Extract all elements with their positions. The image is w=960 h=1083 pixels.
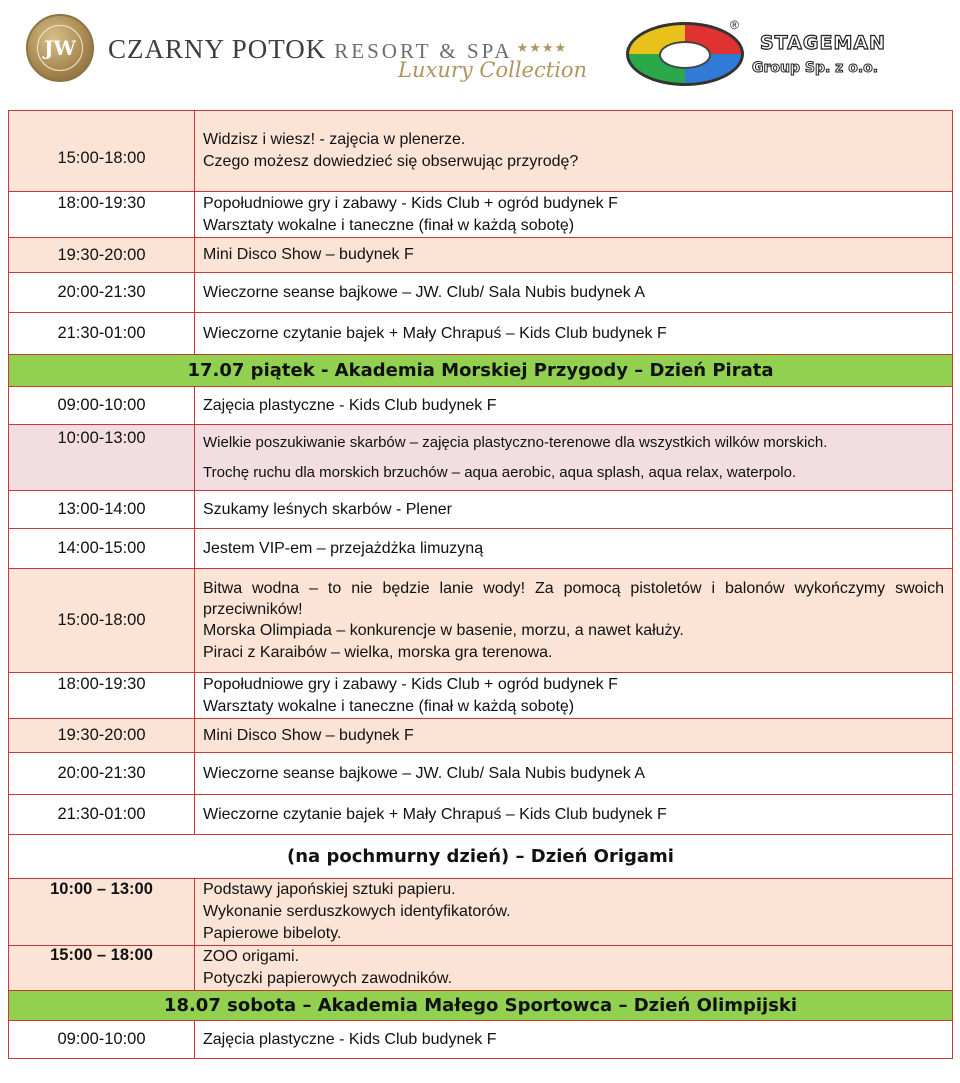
jw-seal-inner: JW — [37, 25, 83, 71]
activity-line: Wykonanie serduszkowych identyfikatorów. — [203, 903, 511, 920]
day-heading: 17.07 piątek - Akademia Morskiej Przygody – Dzień Pirata — [9, 355, 953, 387]
activity-cell: Wieczorne czytanie bajek + Mały Chrapuś – Kids Club budynek F — [195, 313, 953, 355]
activity-cell: Jestem VIP-em – przejażdżka limuzyną — [195, 529, 953, 569]
resort-stars: ★★★★ — [516, 40, 568, 55]
activity-line: ZOO origami. — [203, 948, 300, 965]
time-cell: 14:00-15:00 — [9, 529, 195, 569]
table-row — [9, 273, 953, 313]
day-header-row — [9, 355, 953, 387]
activity-line: Widzisz i wiesz! - zajęcia w plenerze. — [203, 131, 466, 148]
table-row — [9, 1021, 953, 1059]
day-header-row — [9, 835, 953, 879]
table-row — [9, 111, 953, 192]
table-row — [9, 753, 953, 795]
stageman-ring-logo — [626, 22, 744, 86]
time-cell: 09:00-10:00 — [9, 1021, 195, 1059]
activity-cell — [195, 946, 953, 991]
activity-line: Wielkie poszukiwanie skarbów – zajęcia plastyczno-terenowe dla wszystkich wilków morskich. — [203, 433, 828, 451]
table-row — [9, 491, 953, 529]
time-cell: 15:00 – 18:00 — [9, 946, 195, 991]
time-cell: 15:00-18:00 — [9, 111, 195, 192]
resort-suffix: RESORT & SPA — [334, 39, 513, 63]
table-row — [9, 719, 953, 753]
table-row — [9, 529, 953, 569]
activity-cell — [195, 879, 953, 946]
time-cell: 09:00-10:00 — [9, 387, 195, 425]
activity-line: Popołudniowe gry i zabawy - Kids Club + ogród budynek F — [203, 675, 618, 693]
table-row — [9, 946, 953, 991]
stageman-ring-hole — [659, 41, 711, 69]
activity-cell — [195, 425, 953, 491]
registered-mark: ® — [730, 18, 739, 32]
table-row — [9, 795, 953, 835]
resort-name: CZARNY POTOK — [108, 34, 327, 64]
activity-cell — [195, 569, 953, 673]
activity-line: Popołudniowe gry i zabawy - Kids Club + ogród budynek F — [203, 194, 618, 212]
activity-cell: Wieczorne czytanie bajek + Mały Chrapuś – Kids Club budynek F — [195, 795, 953, 835]
activity-cell: Zajęcia plastyczne - Kids Club budynek F — [195, 1021, 953, 1059]
day-heading: 18.07 sobota – Akademia Małego Sportowca – Dzień Olimpijski — [9, 991, 953, 1021]
time-cell: 21:30-01:00 — [9, 313, 195, 355]
table-row — [9, 673, 953, 719]
table-row — [9, 238, 953, 273]
time-cell: 18:00-19:30 — [9, 673, 195, 719]
time-cell: 10:00 – 13:00 — [9, 879, 195, 946]
luxury-collection-label: Luxury Collection — [398, 58, 588, 82]
time-cell: 18:00-19:30 — [9, 192, 195, 238]
table-row — [9, 313, 953, 355]
document-header — [0, 0, 960, 108]
activity-cell — [195, 192, 953, 238]
activity-line: Warsztaty wokalne i taneczne (finał w każdą sobotę) — [203, 697, 575, 715]
schedule-table — [8, 110, 953, 1059]
time-cell: 10:00-13:00 — [9, 425, 195, 491]
table-row — [9, 192, 953, 238]
time-cell: 20:00-21:30 — [9, 273, 195, 313]
table-row — [9, 569, 953, 673]
partner-subtitle: Group Sp. z o.o. — [752, 60, 879, 76]
activity-cell: Zajęcia plastyczne - Kids Club budynek F — [195, 387, 953, 425]
activity-line: Morska Olimpiada – konkurencje w basenie, morzu, a nawet kałuży. — [203, 621, 684, 639]
activity-line: Papierowe bibeloty. — [203, 925, 342, 942]
activity-cell — [195, 673, 953, 719]
time-cell: 15:00-18:00 — [9, 569, 195, 673]
day-header-row — [9, 991, 953, 1021]
activity-cell: Szukamy leśnych skarbów - Plener — [195, 491, 953, 529]
activity-cell: Wieczorne seanse bajkowe – JW. Club/ Sala Nubis budynek A — [195, 753, 953, 795]
time-cell: 13:00-14:00 — [9, 491, 195, 529]
day-heading: (na pochmurny dzień) – Dzień Origami — [9, 835, 953, 879]
activity-cell: Mini Disco Show – budynek F — [195, 719, 953, 753]
jw-hotels-seal-logo — [26, 14, 94, 82]
table-row — [9, 387, 953, 425]
activity-line: Czego możesz dowiedzieć się obserwując przyrodę? — [203, 153, 579, 170]
table-row — [9, 879, 953, 946]
table-row — [9, 425, 953, 491]
activity-line: Trochę ruchu dla morskich brzuchów – aqua aerobic, aqua splash, aqua relax, waterpolo. — [203, 463, 797, 481]
activity-line: Warsztaty wokalne i taneczne (finał w każdą sobotę) — [203, 216, 575, 234]
activity-cell — [195, 111, 953, 192]
partner-name: STAGEMAN — [760, 32, 886, 54]
activity-cell: Mini Disco Show – budynek F — [195, 238, 953, 273]
time-cell: 19:30-20:00 — [9, 719, 195, 753]
activity-line: Potyczki papierowych zawodników. — [203, 970, 453, 987]
activity-line: Piraci z Karaibów – wielka, morska gra terenowa. — [203, 643, 553, 661]
activity-line: Bitwa wodna – to nie będzie lanie wody! Za pomocą pistoletów i balonów wykończymy swoich przeciwników! — [203, 579, 944, 618]
activity-line: Podstawy japońskiej sztuki papieru. — [203, 881, 456, 898]
time-cell: 19:30-20:00 — [9, 238, 195, 273]
time-cell: 20:00-21:30 — [9, 753, 195, 795]
activity-cell: Wieczorne seanse bajkowe – JW. Club/ Sala Nubis budynek A — [195, 273, 953, 313]
time-cell: 21:30-01:00 — [9, 795, 195, 835]
